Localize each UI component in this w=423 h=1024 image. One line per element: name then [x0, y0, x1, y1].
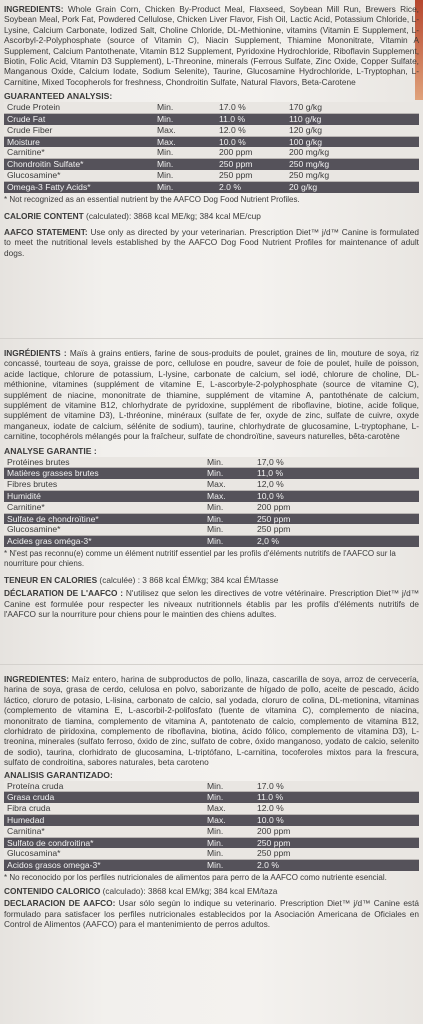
ga-row: Fibres brutes Max. 12,0 %	[4, 479, 419, 490]
spanish-aafco-statement	[4, 898, 419, 929]
ga-row: Omega-3 Fatty Acids* Min. 2.0 % 20 g/kg	[4, 181, 419, 192]
ga-row: Glucosamine* Min. 250 ppm 250 mg/kg	[4, 170, 419, 181]
english-aafco-statement	[4, 227, 419, 258]
english-footnote: * Not recognized as an essential nutrient by the AAFCO Dog Food Nutrient Profiles.	[4, 194, 300, 204]
ga-row: Sulfato de condroitina* Min. 250 ppm	[4, 837, 419, 848]
french-ingredients-text: Maïs à grains entiers, farine de sous-produits de poulet, graines de lin, mouture de soya, riz concassé, tourteau de soya, graisse de porc, cellulose en poudre, saveur de foie de poulet, huile de poisson, acide lactique, chlorure de potassium, L-lysine, carbonate de calcium, sel iodé, chlorure de choline, DL-méthionine, vitamines (supplément de vitamine E, L-ascorbyle-2-polyphosphate (source de vitamine C), supplément de niacine, mononitrate de thiamine, supplément de vitamine A, pantothénate de calcium, supplément de vitamine B12, chlorhydrate de pyridoxine, supplément de riboflavine, biotine, acide folique, supplément de vitamine D3), L-thréonine, minéraux (sulfate de fer, oxyde de zinc, sulfate de cuivre, oxyde manganeux, iodate de calcium, sélénite de sodium), taurine, chlorhydrate de glucosamine, L-tryptophane, L-carnitine, tocophérols mélangés pour la fraîcheur, sulfate de chondroïtine, saveurs naturelles, bêta-carotène	[4, 348, 419, 442]
english-calorie-text: (calculated): 3868 kcal ME/kg; 384 kcal ME/cup	[83, 210, 261, 221]
english-ga-table	[4, 102, 419, 192]
french-calorie-content	[4, 575, 419, 585]
ga-row: Glucosamine* Min. 250 ppm	[4, 524, 419, 535]
english-ingredients-label: INGREDIENTS:	[4, 4, 64, 14]
spanish-calorie-content	[4, 886, 419, 896]
ga-row: Glucosamina* Min. 250 ppm	[4, 848, 419, 859]
section-divider	[0, 664, 423, 665]
spanish-ingredients-text: Maíz entero, harina de subproductos de pollo, linaza, cascarilla de soya, arroz de cervecería, harina de soya, grasa de cerdo, celulosa en polvo, saborizante de hígado de pollo, aceite de pescado, ácido láctico, cloruro de potasio, L-lisina, carbonato de calcio, sal yodada, cloruro de colina, DL-metionina, vitaminas (complemento de vitamina E, L-ascorbil-2-polifosfato (fuente de vitamina C), complemento de niacina, mononitrato de tiamina, complemento de vitamina A, pantotenato de calcio, complemento de vitamina B12, clorhidrato de piridoxina, complemento de riboflavina, biotina, ácido fólico, complemento de vitamina D3), L-treonina, minerales (sulfato ferroso, óxido de zinc, sulfato de cobre, óxido manganoso, yodato de calcio, selenito de sodio), taurina, clorhidrato de glucosamina, L-triptófano, L-carnitina, tocoferoles mixtos para la frescura, sulfato de condroitina, sabores naturales, beta caroteno	[4, 674, 419, 768]
spanish-ingredients	[4, 674, 419, 768]
spanish-footnote: * No reconocido por los perfiles nutricionales de alimentos para perro de la AAFCO como nutriente esencial.	[4, 873, 387, 883]
ga-row: Carnitine* Min. 200 ppm	[4, 502, 419, 513]
english-section	[4, 4, 419, 258]
french-footnote: * N'est pas reconnu(e) comme un élément nutritif essentiel par les profils d'éléments nutritifs de l'AAFCO sur la nourriture pour chiens.	[4, 549, 396, 569]
spanish-ga-table	[4, 781, 419, 871]
ga-row: Matières grasses brutes Min. 11,0 %	[4, 468, 419, 479]
english-calorie-content	[4, 211, 419, 221]
english-ga-title: GUARANTEED ANALYSIS:	[4, 91, 113, 102]
french-calorie-label: TENEUR EN CALORIES	[4, 575, 98, 586]
ga-row: Carnitina* Min. 200 ppm	[4, 826, 419, 837]
ga-row: Crude Fat Min. 11.0 % 110 g/kg	[4, 114, 419, 125]
english-aafco-text: Use only as directed by your veterinarian. Prescription Diet™ j/d™ Canine is formulated to meet the nutritional levels established by the AAFCO Dog Food Nutrient Profiles for maintenance of adult dogs.	[4, 227, 419, 258]
spanish-calorie-label: CONTENIDO CALORICO	[4, 886, 101, 897]
french-aafco-text: N'utilisez que selon les directives de votre vétérinaire. Prescription Diet™ j/d™ Canine est formulée pour respecter les niveaux nutritionnels établis par les profils d'éléments nutritifs de l'AAFCO sur la nourriture pour chiens pour le maintien des chiens adultes.	[4, 588, 419, 620]
ga-row: Humidité Max. 10,0 %	[4, 491, 419, 502]
french-aafco-statement	[4, 588, 419, 619]
english-calorie-label: CALORIE CONTENT	[4, 210, 84, 221]
ga-row: Chondroitin Sulfate* Min. 250 ppm 250 mg/kg	[4, 159, 419, 170]
french-ingredients-label: INGRÉDIENTS :	[4, 348, 67, 358]
ga-row: Sulfate de chondroïtine* Min. 250 ppm	[4, 513, 419, 524]
section-divider	[0, 338, 423, 339]
ga-row: Humedad Max. 10.0 %	[4, 815, 419, 826]
french-calorie-text: (calculée) : 3 868 kcal ÉM/kg; 384 kcal ÉM/tasse	[97, 575, 279, 586]
spanish-aafco-text: Usar sólo según lo indique su veterinario. Prescription Diet™ j/d™ Canine está formulado para satisfacer los perfiles nutricionales establecidos por la Asociación Americana de Oficiales en Control de Alimentos (AAFCO) para el mantenimiento de perros adultos.	[4, 898, 419, 930]
ga-row: Protéines brutes Min. 17,0 %	[4, 457, 419, 468]
ga-row: Proteína cruda Min. 17.0 %	[4, 781, 419, 792]
spanish-aafco-label: DECLARACION DE AAFCO:	[4, 898, 116, 909]
spanish-section	[4, 674, 419, 930]
english-ingredients-text: Whole Grain Corn, Chicken By-Product Meal, Flaxseed, Soybean Mill Run, Brewers Rice, Soybean Meal, Pork Fat, Powdered Cellulose, Chicken Liver Flavor, Fish Oil, Lactic Acid, Potassium Chloride, L-Lysine, Calcium Carbonate, Iodized Salt, Choline Chloride, DL-Methionine, vitamins (Vitamin E Supplement, L-Ascorbyl-2-Polyphosphate (source of Vitamin C), Niacin Supplement, Thiamine Mononitrate, Vitamin A Supplement, Calcium Pantothenate, Vitamin B12 Supplement, Pyridoxine Hydrochloride, Riboflavin Supplement, Biotin, Folic Acid, Vitamin D3 Supplement), L-Threonine, minerals (Ferrous Sulfate, Zinc Oxide, Copper Sulfate, Manganous Oxide, Calcium Iodate, Sodium Selenite), Taurine, Glucosamine Hydrochloride, L-Tryptophan, L-Carnitine, Mixed Tocopherols for freshness, Chondroitin Sulfate, Natural Flavors, Beta-Carotene	[4, 4, 419, 87]
ga-row: Crude Protein Min. 17.0 % 170 g/kg	[4, 102, 419, 113]
ga-row: Acidos grasos omega-3* Min. 2.0 %	[4, 860, 419, 871]
spanish-ingredients-label: INGREDIENTES:	[4, 674, 69, 684]
ga-row: Acides gras oméga-3* Min. 2,0 %	[4, 536, 419, 547]
ga-row: Grasa cruda Min. 11.0 %	[4, 792, 419, 803]
ga-row: Crude Fiber Max. 12.0 % 120 g/kg	[4, 125, 419, 136]
spanish-calorie-text: (calculado): 3868 kcal EM/kg; 384 kcal EM/taza	[100, 886, 278, 897]
ga-row: Carnitine* Min. 200 ppm 200 mg/kg	[4, 147, 419, 158]
english-aafco-label: AAFCO STATEMENT:	[4, 227, 88, 238]
spanish-ga-title: ANALISIS GARANTIZADO:	[4, 769, 113, 780]
french-ingredients	[4, 348, 419, 442]
french-aafco-label: DÉCLARATION DE L'AAFCO :	[4, 588, 124, 599]
ga-row: Fibra cruda Max. 12.0 %	[4, 803, 419, 814]
french-section	[4, 348, 419, 620]
french-ga-title: ANALYSE GARANTIE :	[4, 445, 97, 456]
french-ga-table	[4, 457, 419, 547]
ga-row: Moisture Max. 10.0 % 100 g/kg	[4, 136, 419, 147]
english-ingredients	[4, 4, 419, 87]
